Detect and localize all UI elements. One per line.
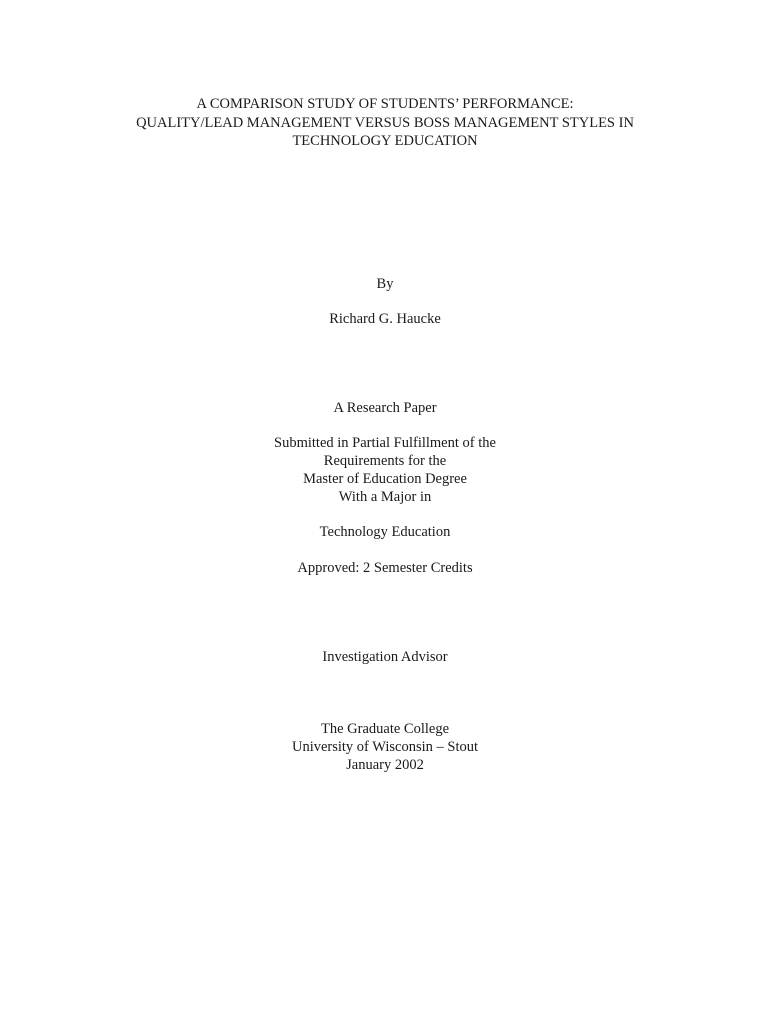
submission-line-1: Submitted in Partial Fulfillment of the bbox=[274, 435, 496, 451]
graduate-college: The Graduate College bbox=[320, 721, 450, 737]
by-label: By bbox=[376, 276, 394, 292]
author-name: Richard G. Haucke bbox=[329, 311, 441, 327]
title-line-1: A COMPARISON STUDY OF STUDENTS’ PERFORMANCE: bbox=[196, 96, 574, 112]
major-name: Technology Education bbox=[319, 524, 451, 540]
investigation-advisor-label: Investigation Advisor bbox=[322, 649, 448, 665]
credits-approved: Approved: 2 Semester Credits bbox=[297, 560, 473, 576]
submission-line-2: Requirements for the bbox=[323, 453, 447, 469]
submission-date: January 2002 bbox=[346, 757, 424, 773]
title-line-3: TECHNOLOGY EDUCATION bbox=[292, 133, 478, 149]
title-line-2: QUALITY/LEAD MANAGEMENT VERSUS BOSS MANAGEMENT STYLES IN bbox=[136, 115, 634, 131]
submission-line-3: Master of Education Degree bbox=[303, 471, 467, 487]
university-name: University of Wisconsin – Stout bbox=[291, 739, 479, 755]
submission-line-4: With a Major in bbox=[338, 489, 432, 505]
paper-type: A Research Paper bbox=[333, 400, 437, 416]
